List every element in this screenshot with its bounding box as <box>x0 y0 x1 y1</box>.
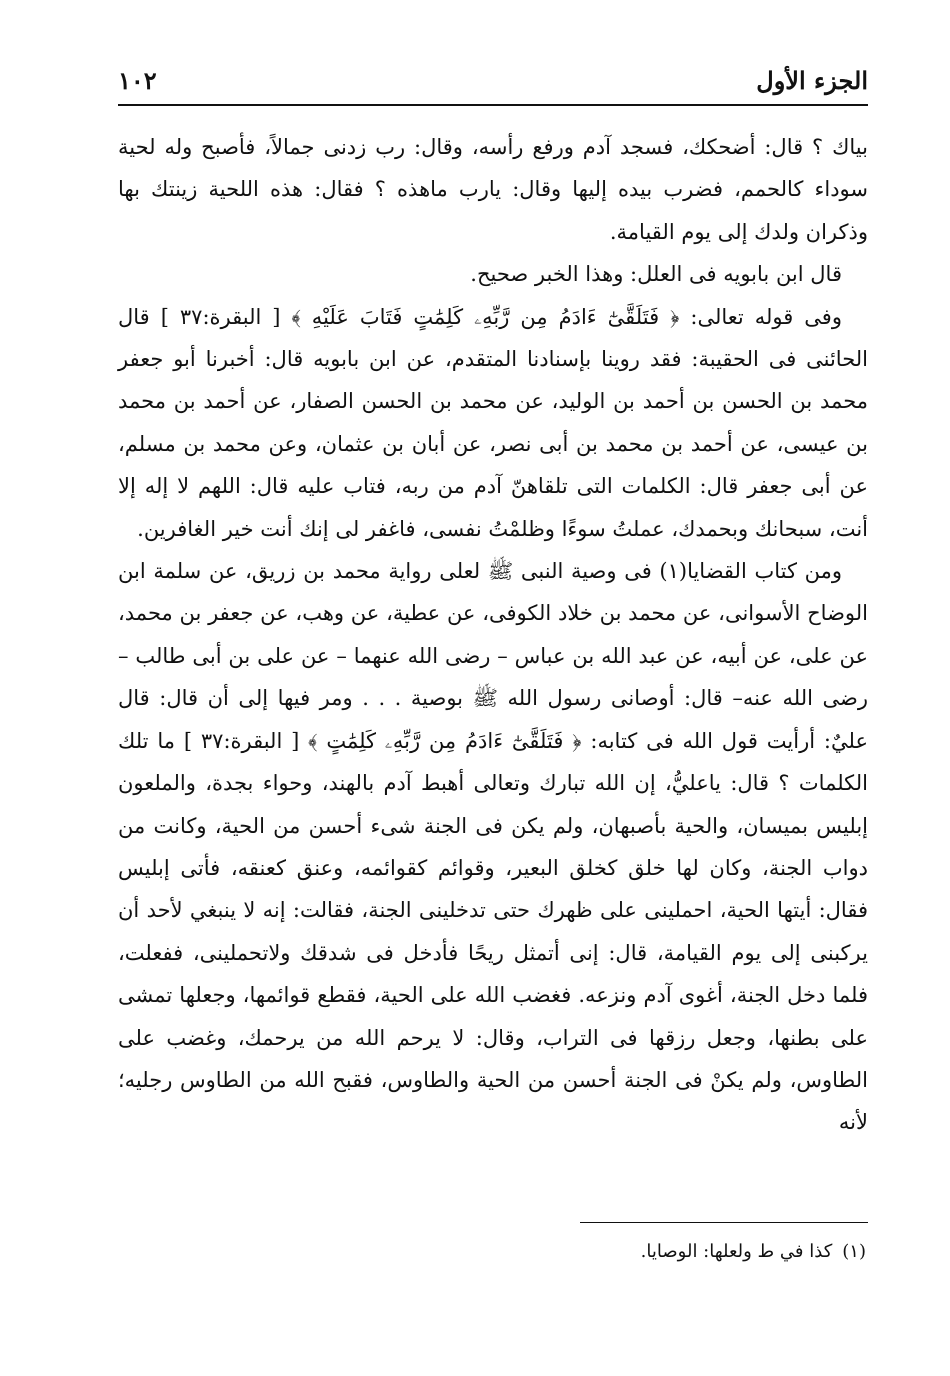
footnote-number: (١) <box>842 1241 866 1262</box>
paragraph: ومن كتاب القضايا(١) فى وصية النبى ﷺ لعلى رواية محمد بن زريق، عن سلمة ابن الوضاح الأسوانى، عن محمد بن خلاد الكوفى، عن عطية، عن وهب، عن جعفر بن محمد، عن على، عن أبيه، عن عبد الله بن عباس – رضى الله عنهما – عن على بن أبى طالب – رضى الله عنه– قال: أوصانى رسول الله ﷺ بوصية . . . ومر فيها إلى أن قال: قال عليٌ: أرأيت قول الله فى كتابه: ﴿ فَتَلَقَّىٰٓ ءَادَمُ مِن رَّبِّهِۦ كَلِمَٰتٍ ﴾ [ البقرة:٣٧ ] ما تلك الكلمات ؟ قال: ياعليُّ، إن الله تبارك وتعالى أهبط آدم بالهند، وحواء بجدة، والملعون إبليس بميسان، والحية بأصبهان، ولم يكن فى الجنة شىء أحسن من الحية، وكانت من دواب الجنة، وكان لها خلق كخلق البعير، وقوائم كقوائمه، وعنق كعنقه، فأتى إبليس فقال: أيتها الحية، احملينى على ظهرك حتى تدخلينى الجنة، فقالت: إنه لا ينبغي لأحد أن يركبنى إلى يوم القيامة، قال: إنى أتمثل ريحًا فأدخل فى شدقك ولاتحملينى، ففعلت، فلما دخل الجنة، أغوى آدم ونزعه. فغضب الله على الحية، فقطع قوائمها، وجعلها تمشى على بطنها، وجعل رزقها فى التراب، وقال: لا يرحم الله من يرحمك، وغضب على الطاوس، ولم يكنْ فى الجنة أحسن من الحية والطاوس، فقبح الله من الطاوس رجليه؛ لأنه <box>118 559 868 1135</box>
paragraph: بياك ؟ قال: أضحكك، فسجد آدم ورفع رأسه، وقال: رب زدنى جمالاً، فأصبح وله لحية سوداء كالحمم، فضرب بيده إليها وقال: يارب ماهذه ؟ فقال: هذه اللحية زينتك بها وذكران ولدك إلى يوم القيامة. <box>118 135 868 244</box>
page-header <box>118 58 868 102</box>
running-title: الجزء الأول <box>756 65 868 95</box>
header-rule <box>118 104 868 106</box>
paragraph: وفى قوله تعالى: ﴿ فَتَلَقَّىٰٓ ءَادَمُ مِن رَّبِّهِۦ كَلِمَٰتٍ فَتَابَ عَلَيْهِ ﴾ [ البقرة:٣٧ ] قال الحائنى فى الحقيبة: فقد روينا بإسنادنا المتقدم، عن ابن بابويه قال: أخبرنا أبو جعفر محمد بن الحسن بن أحمد بن الوليد، عن محمد بن الحسن الصفار، عن أحمد بن محمد بن عيسى، عن أحمد بن محمد بن أبى نصر، عن أبان بن عثمان، وعن محمد بن مسلم، عن أبى جعفر قال: الكلمات التى تلقاهنّ آدم من ربه، فتاب عليه قال: اللهم لا إله إلا أنت، سبحانك وبحمدك، عملتُ سوءًا وظلمْتُ نفسى، فاغفر لى إنك أنت خير الغافرين. <box>118 304 868 541</box>
footnote <box>118 1236 866 1268</box>
paragraph: قال ابن بابويه فى العلل: وهذا الخبر صحيح. <box>470 262 842 287</box>
main-text <box>118 126 868 1144</box>
footnote-rule <box>580 1222 868 1223</box>
footnote-text: كذا في ط ولعلها: الوصايا. <box>640 1241 833 1262</box>
page-number: ١٠٢ <box>118 65 157 95</box>
